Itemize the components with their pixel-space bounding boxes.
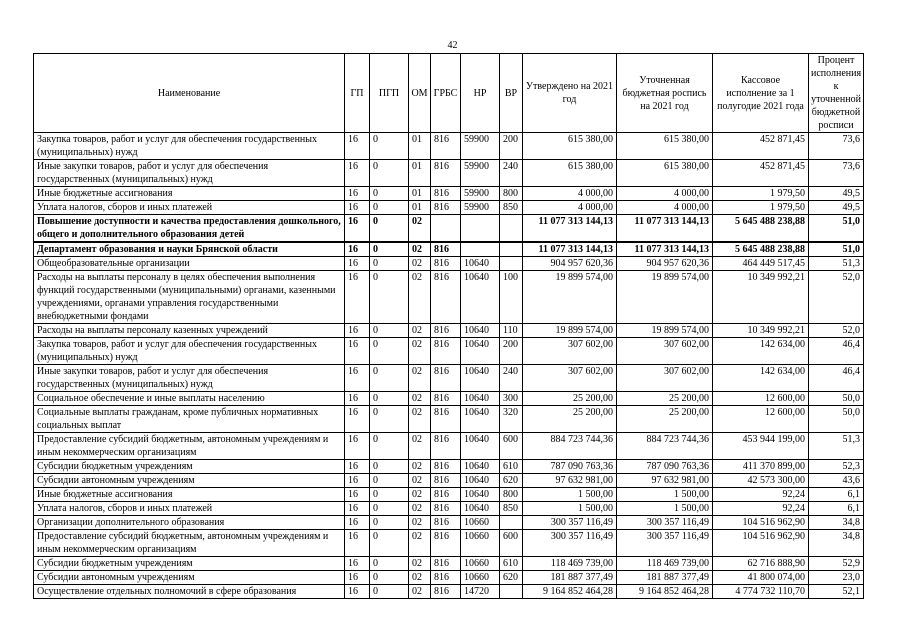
header-vr: ВР xyxy=(500,54,523,133)
header-pgp: ПГП xyxy=(370,54,409,133)
cell-np: 10640 xyxy=(461,338,500,365)
cell-refined: 4 000,00 xyxy=(617,187,713,201)
cell-percent: 6,1 xyxy=(809,488,864,502)
cell-refined: 25 200,00 xyxy=(617,392,713,406)
cell-gp: 16 xyxy=(345,460,370,474)
cell-cash: 5 645 488 238,88 xyxy=(713,242,809,257)
cell-cash: 104 516 962,90 xyxy=(713,530,809,557)
cell-refined: 19 899 574,00 xyxy=(617,271,713,324)
cell-cash: 92,24 xyxy=(713,502,809,516)
cell-percent: 52,1 xyxy=(809,585,864,599)
cell-np: 10660 xyxy=(461,516,500,530)
cell-grbs: 816 xyxy=(431,571,461,585)
cell-percent: 23,0 xyxy=(809,571,864,585)
cell-cash: 1 979,50 xyxy=(713,187,809,201)
cell-name: Закупка товаров, работ и услуг для обеспечения государственных (муниципальных) нужд xyxy=(34,133,345,160)
cell-approved: 4 000,00 xyxy=(523,187,617,201)
cell-gp: 16 xyxy=(345,257,370,271)
cell-grbs: 816 xyxy=(431,557,461,571)
cell-vr: 600 xyxy=(500,433,523,460)
cell-refined: 25 200,00 xyxy=(617,406,713,433)
cell-name: Иные закупки товаров, работ и услуг для обеспечения государственных (муниципальных) нужд xyxy=(34,365,345,392)
cell-approved: 300 357 116,49 xyxy=(523,516,617,530)
cell-grbs: 816 xyxy=(431,271,461,324)
cell-cash: 452 871,45 xyxy=(713,133,809,160)
cell-pgp: 0 xyxy=(370,271,409,324)
cell-name: Департамент образования и науки Брянской области xyxy=(34,242,345,257)
cell-cash: 92,24 xyxy=(713,488,809,502)
cell-grbs: 816 xyxy=(431,201,461,215)
cell-np: 14720 xyxy=(461,585,500,599)
cell-pgp: 0 xyxy=(370,406,409,433)
cell-percent: 51,3 xyxy=(809,257,864,271)
table-row xyxy=(34,257,864,271)
cell-om: 02 xyxy=(409,557,431,571)
cell-np: 10640 xyxy=(461,365,500,392)
cell-vr: 320 xyxy=(500,406,523,433)
cell-approved: 11 077 313 144,13 xyxy=(523,215,617,243)
cell-np: 10640 xyxy=(461,257,500,271)
cell-pgp: 0 xyxy=(370,460,409,474)
cell-np: 10660 xyxy=(461,557,500,571)
table-row xyxy=(34,187,864,201)
cell-gp: 16 xyxy=(345,338,370,365)
cell-om: 02 xyxy=(409,242,431,257)
cell-name: Расходы на выплаты персоналу в целях обеспечения выполнения функций государственными (муниципальными) органами, казенными учреждениями, органами управления государственными внебюджетными фондами xyxy=(34,271,345,324)
cell-gp: 16 xyxy=(345,242,370,257)
cell-approved: 307 602,00 xyxy=(523,338,617,365)
cell-om: 02 xyxy=(409,571,431,585)
cell-gp: 16 xyxy=(345,324,370,338)
table-row xyxy=(34,133,864,160)
cell-percent: 73,6 xyxy=(809,160,864,187)
cell-np: 10640 xyxy=(461,392,500,406)
cell-om: 01 xyxy=(409,160,431,187)
header-grbs: ГРБС xyxy=(431,54,461,133)
cell-om: 02 xyxy=(409,433,431,460)
cell-vr xyxy=(500,516,523,530)
header-percent: Процент исполнения к уточненной бюджетной росписи xyxy=(809,54,864,133)
cell-refined: 1 500,00 xyxy=(617,488,713,502)
cell-gp: 16 xyxy=(345,433,370,460)
header-approved: Утверждено на 2021 год xyxy=(523,54,617,133)
cell-grbs: 816 xyxy=(431,392,461,406)
cell-om: 02 xyxy=(409,392,431,406)
cell-vr: 610 xyxy=(500,460,523,474)
cell-approved: 19 899 574,00 xyxy=(523,324,617,338)
header-name: Наименование xyxy=(34,54,345,133)
cell-vr: 800 xyxy=(500,187,523,201)
cell-vr: 620 xyxy=(500,571,523,585)
cell-cash: 5 645 488 238,88 xyxy=(713,215,809,243)
cell-gp: 16 xyxy=(345,488,370,502)
cell-approved: 181 887 377,49 xyxy=(523,571,617,585)
cell-np: 10640 xyxy=(461,502,500,516)
cell-om: 02 xyxy=(409,516,431,530)
table-row xyxy=(34,160,864,187)
cell-pgp: 0 xyxy=(370,187,409,201)
cell-approved: 787 090 763,36 xyxy=(523,460,617,474)
table-row xyxy=(34,585,864,599)
cell-gp: 16 xyxy=(345,516,370,530)
cell-approved: 300 357 116,49 xyxy=(523,530,617,557)
cell-np: 10640 xyxy=(461,406,500,433)
header-np: НР xyxy=(461,54,500,133)
cell-cash: 411 370 899,00 xyxy=(713,460,809,474)
cell-approved: 615 380,00 xyxy=(523,160,617,187)
cell-name: Повышение доступности и качества предоставления дошкольного, общего и дополнительного образования детей xyxy=(34,215,345,243)
cell-np: 10640 xyxy=(461,433,500,460)
cell-om: 02 xyxy=(409,406,431,433)
cell-grbs: 816 xyxy=(431,242,461,257)
cell-refined: 904 957 620,36 xyxy=(617,257,713,271)
cell-grbs: 816 xyxy=(431,187,461,201)
cell-name: Субсидии автономным учреждениям xyxy=(34,571,345,585)
cell-vr: 620 xyxy=(500,474,523,488)
cell-vr: 300 xyxy=(500,392,523,406)
table-row xyxy=(34,502,864,516)
cell-vr xyxy=(500,257,523,271)
cell-cash: 62 716 888,90 xyxy=(713,557,809,571)
cell-percent: 46,4 xyxy=(809,365,864,392)
cell-om: 02 xyxy=(409,460,431,474)
cell-gp: 16 xyxy=(345,392,370,406)
cell-om: 01 xyxy=(409,187,431,201)
cell-refined: 11 077 313 144,13 xyxy=(617,215,713,243)
cell-name: Общеобразовательные организации xyxy=(34,257,345,271)
cell-refined: 9 164 852 464,28 xyxy=(617,585,713,599)
cell-refined: 181 887 377,49 xyxy=(617,571,713,585)
cell-pgp: 0 xyxy=(370,257,409,271)
cell-gp: 16 xyxy=(345,557,370,571)
cell-percent: 52,0 xyxy=(809,324,864,338)
cell-vr: 850 xyxy=(500,201,523,215)
cell-vr: 200 xyxy=(500,133,523,160)
cell-percent: 73,6 xyxy=(809,133,864,160)
cell-grbs: 816 xyxy=(431,133,461,160)
table-row xyxy=(34,571,864,585)
cell-name: Субсидии автономным учреждениям xyxy=(34,474,345,488)
table-row xyxy=(34,392,864,406)
cell-approved: 615 380,00 xyxy=(523,133,617,160)
cell-grbs: 816 xyxy=(431,257,461,271)
cell-np: 10640 xyxy=(461,474,500,488)
cell-om: 02 xyxy=(409,365,431,392)
cell-np: 10640 xyxy=(461,324,500,338)
cell-approved: 25 200,00 xyxy=(523,392,617,406)
cell-pgp: 0 xyxy=(370,133,409,160)
header-cash: Кассовое исполнение за 1 полугодие 2021 года xyxy=(713,54,809,133)
cell-vr: 200 xyxy=(500,338,523,365)
cell-vr: 240 xyxy=(500,365,523,392)
cell-gp: 16 xyxy=(345,201,370,215)
table-row xyxy=(34,242,864,257)
table-row xyxy=(34,365,864,392)
cell-om: 02 xyxy=(409,502,431,516)
cell-vr: 100 xyxy=(500,271,523,324)
cell-refined: 300 357 116,49 xyxy=(617,516,713,530)
cell-cash: 104 516 962,90 xyxy=(713,516,809,530)
cell-approved: 884 723 744,36 xyxy=(523,433,617,460)
cell-np: 10640 xyxy=(461,460,500,474)
cell-name: Осуществление отдельных полномочий в сфере образования xyxy=(34,585,345,599)
cell-grbs: 816 xyxy=(431,460,461,474)
cell-name: Организации дополнительного образования xyxy=(34,516,345,530)
cell-gp: 16 xyxy=(345,406,370,433)
table-row xyxy=(34,530,864,557)
cell-percent: 51,0 xyxy=(809,242,864,257)
header-refined: Уточненная бюджетная роспись на 2021 год xyxy=(617,54,713,133)
cell-pgp: 0 xyxy=(370,160,409,187)
cell-gp: 16 xyxy=(345,502,370,516)
cell-gp: 16 xyxy=(345,365,370,392)
cell-refined: 300 357 116,49 xyxy=(617,530,713,557)
cell-om: 01 xyxy=(409,201,431,215)
cell-percent: 34,8 xyxy=(809,530,864,557)
cell-refined: 307 602,00 xyxy=(617,338,713,365)
cell-name: Расходы на выплаты персоналу казенных учреждений xyxy=(34,324,345,338)
cell-name: Предоставление субсидий бюджетным, автономным учреждениям и иным некоммерческим организациям xyxy=(34,530,345,557)
cell-cash: 41 800 074,00 xyxy=(713,571,809,585)
page-number: 42 xyxy=(447,40,458,51)
cell-cash: 142 634,00 xyxy=(713,338,809,365)
cell-np: 59900 xyxy=(461,187,500,201)
cell-pgp: 0 xyxy=(370,365,409,392)
cell-refined: 11 077 313 144,13 xyxy=(617,242,713,257)
cell-approved: 97 632 981,00 xyxy=(523,474,617,488)
cell-refined: 118 469 739,00 xyxy=(617,557,713,571)
cell-name: Субсидии бюджетным учреждениям xyxy=(34,557,345,571)
cell-approved: 11 077 313 144,13 xyxy=(523,242,617,257)
cell-approved: 1 500,00 xyxy=(523,488,617,502)
cell-cash: 142 634,00 xyxy=(713,365,809,392)
table-body xyxy=(34,133,864,599)
cell-vr: 240 xyxy=(500,160,523,187)
cell-om: 02 xyxy=(409,488,431,502)
cell-refined: 97 632 981,00 xyxy=(617,474,713,488)
cell-np: 10660 xyxy=(461,571,500,585)
cell-cash: 10 349 992,21 xyxy=(713,324,809,338)
cell-name: Уплата налогов, сборов и иных платежей xyxy=(34,201,345,215)
cell-gp: 16 xyxy=(345,187,370,201)
cell-percent: 34,8 xyxy=(809,516,864,530)
cell-vr xyxy=(500,585,523,599)
cell-refined: 615 380,00 xyxy=(617,133,713,160)
cell-om: 02 xyxy=(409,338,431,365)
cell-pgp: 0 xyxy=(370,201,409,215)
cell-om: 02 xyxy=(409,271,431,324)
cell-name: Предоставление субсидий бюджетным, автономным учреждениям и иным некоммерческим организациям xyxy=(34,433,345,460)
cell-vr: 610 xyxy=(500,557,523,571)
cell-gp: 16 xyxy=(345,571,370,585)
cell-np xyxy=(461,215,500,243)
cell-om: 02 xyxy=(409,585,431,599)
cell-percent: 49,5 xyxy=(809,187,864,201)
table-row xyxy=(34,201,864,215)
table-row xyxy=(34,488,864,502)
cell-percent: 6,1 xyxy=(809,502,864,516)
cell-percent: 50,0 xyxy=(809,392,864,406)
cell-approved: 19 899 574,00 xyxy=(523,271,617,324)
header-gp: ГП xyxy=(345,54,370,133)
cell-grbs: 816 xyxy=(431,474,461,488)
cell-grbs: 816 xyxy=(431,324,461,338)
cell-approved: 9 164 852 464,28 xyxy=(523,585,617,599)
cell-approved: 904 957 620,36 xyxy=(523,257,617,271)
cell-grbs: 816 xyxy=(431,433,461,460)
table-row xyxy=(34,338,864,365)
budget-execution-table xyxy=(33,53,864,599)
cell-approved: 4 000,00 xyxy=(523,201,617,215)
cell-om: 02 xyxy=(409,324,431,338)
cell-vr: 850 xyxy=(500,502,523,516)
cell-refined: 19 899 574,00 xyxy=(617,324,713,338)
cell-np: 10640 xyxy=(461,488,500,502)
cell-vr xyxy=(500,242,523,257)
cell-name: Социальное обеспечение и иные выплаты населению xyxy=(34,392,345,406)
cell-percent: 43,6 xyxy=(809,474,864,488)
cell-name: Иные закупки товаров, работ и услуг для обеспечения государственных (муниципальных) нужд xyxy=(34,160,345,187)
cell-gp: 16 xyxy=(345,585,370,599)
table-row xyxy=(34,324,864,338)
cell-name: Социальные выплаты гражданам, кроме публичных нормативных социальных выплат xyxy=(34,406,345,433)
cell-approved: 25 200,00 xyxy=(523,406,617,433)
cell-pgp: 0 xyxy=(370,488,409,502)
cell-name: Иные бюджетные ассигнования xyxy=(34,187,345,201)
cell-gp: 16 xyxy=(345,474,370,488)
cell-cash: 42 573 300,00 xyxy=(713,474,809,488)
cell-pgp: 0 xyxy=(370,433,409,460)
cell-refined: 615 380,00 xyxy=(617,160,713,187)
cell-pgp: 0 xyxy=(370,585,409,599)
cell-grbs: 816 xyxy=(431,406,461,433)
cell-np: 10640 xyxy=(461,271,500,324)
cell-percent: 46,4 xyxy=(809,338,864,365)
cell-name: Уплата налогов, сборов и иных платежей xyxy=(34,502,345,516)
cell-grbs: 816 xyxy=(431,160,461,187)
cell-gp: 16 xyxy=(345,160,370,187)
cell-om: 02 xyxy=(409,530,431,557)
cell-approved: 1 500,00 xyxy=(523,502,617,516)
cell-om: 02 xyxy=(409,257,431,271)
cell-approved: 307 602,00 xyxy=(523,365,617,392)
cell-percent: 51,3 xyxy=(809,433,864,460)
cell-refined: 1 500,00 xyxy=(617,502,713,516)
cell-refined: 307 602,00 xyxy=(617,365,713,392)
table-row xyxy=(34,215,864,243)
cell-om: 01 xyxy=(409,133,431,160)
cell-vr: 800 xyxy=(500,488,523,502)
cell-grbs: 816 xyxy=(431,338,461,365)
cell-percent: 51,0 xyxy=(809,215,864,243)
cell-pgp: 0 xyxy=(370,242,409,257)
cell-gp: 16 xyxy=(345,271,370,324)
table-row xyxy=(34,516,864,530)
cell-name: Закупка товаров, работ и услуг для обеспечения государственных (муниципальных) нужд xyxy=(34,338,345,365)
cell-cash: 464 449 517,45 xyxy=(713,257,809,271)
cell-pgp: 0 xyxy=(370,516,409,530)
cell-pgp: 0 xyxy=(370,502,409,516)
cell-cash: 12 600,00 xyxy=(713,406,809,433)
cell-pgp: 0 xyxy=(370,557,409,571)
cell-cash: 4 774 732 110,70 xyxy=(713,585,809,599)
cell-grbs xyxy=(431,215,461,243)
cell-np: 59900 xyxy=(461,133,500,160)
cell-pgp: 0 xyxy=(370,324,409,338)
cell-om: 02 xyxy=(409,215,431,243)
cell-pgp: 0 xyxy=(370,215,409,243)
table-row xyxy=(34,557,864,571)
cell-cash: 453 944 199,00 xyxy=(713,433,809,460)
cell-approved: 118 469 739,00 xyxy=(523,557,617,571)
cell-grbs: 816 xyxy=(431,530,461,557)
cell-percent: 52,3 xyxy=(809,460,864,474)
cell-cash: 12 600,00 xyxy=(713,392,809,406)
table-row xyxy=(34,271,864,324)
table-row xyxy=(34,460,864,474)
cell-gp: 16 xyxy=(345,215,370,243)
cell-pgp: 0 xyxy=(370,338,409,365)
cell-name: Субсидии бюджетным учреждениям xyxy=(34,460,345,474)
cell-grbs: 816 xyxy=(431,502,461,516)
cell-percent: 52,9 xyxy=(809,557,864,571)
cell-pgp: 0 xyxy=(370,571,409,585)
cell-cash: 10 349 992,21 xyxy=(713,271,809,324)
cell-gp: 16 xyxy=(345,530,370,557)
cell-pgp: 0 xyxy=(370,474,409,488)
cell-vr: 110 xyxy=(500,324,523,338)
cell-percent: 52,0 xyxy=(809,271,864,324)
table-row xyxy=(34,433,864,460)
cell-np xyxy=(461,242,500,257)
cell-name: Иные бюджетные ассигнования xyxy=(34,488,345,502)
cell-grbs: 816 xyxy=(431,365,461,392)
cell-om: 02 xyxy=(409,474,431,488)
header-om: ОМ xyxy=(409,54,431,133)
table-header-row xyxy=(34,54,864,133)
cell-percent: 49,5 xyxy=(809,201,864,215)
cell-np: 59900 xyxy=(461,160,500,187)
cell-refined: 884 723 744,36 xyxy=(617,433,713,460)
cell-np: 59900 xyxy=(461,201,500,215)
cell-np: 10660 xyxy=(461,530,500,557)
cell-gp: 16 xyxy=(345,133,370,160)
cell-grbs: 816 xyxy=(431,488,461,502)
cell-refined: 787 090 763,36 xyxy=(617,460,713,474)
cell-pgp: 0 xyxy=(370,530,409,557)
cell-vr: 600 xyxy=(500,530,523,557)
cell-vr xyxy=(500,215,523,243)
cell-percent: 50,0 xyxy=(809,406,864,433)
cell-cash: 1 979,50 xyxy=(713,201,809,215)
cell-grbs: 816 xyxy=(431,585,461,599)
cell-cash: 452 871,45 xyxy=(713,160,809,187)
table-row xyxy=(34,474,864,488)
cell-refined: 4 000,00 xyxy=(617,201,713,215)
cell-pgp: 0 xyxy=(370,392,409,406)
cell-grbs: 816 xyxy=(431,516,461,530)
table-row xyxy=(34,406,864,433)
